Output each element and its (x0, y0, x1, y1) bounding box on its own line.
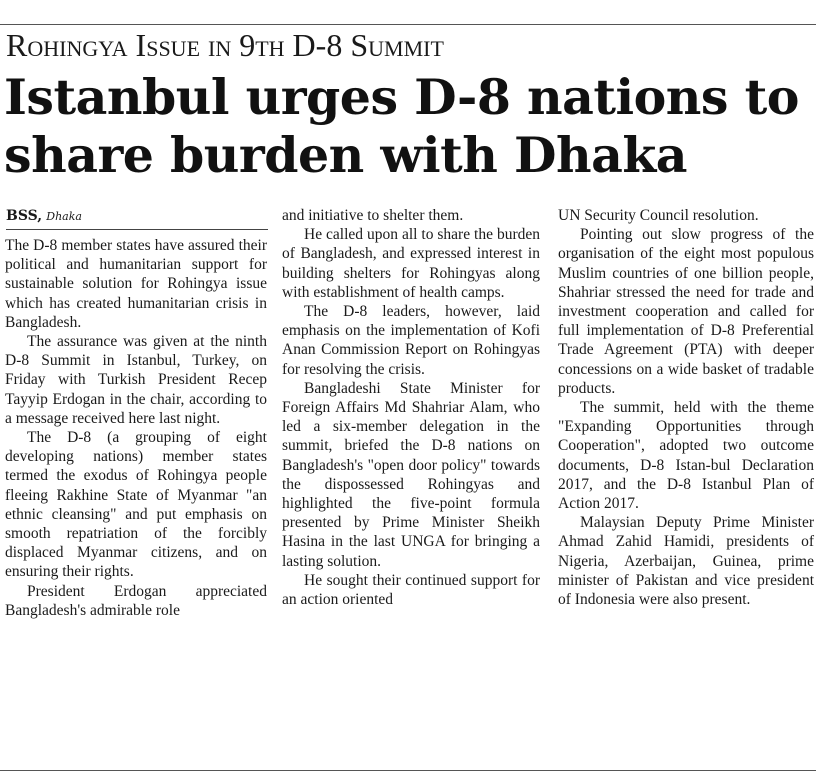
article-column-3 (558, 206, 814, 609)
byline (6, 208, 268, 225)
byline-place: Dhaka (46, 210, 82, 223)
paragraph: President Erdogan appreciated Bangladesh's admirable role (5, 582, 267, 619)
article-column-1 (5, 236, 267, 620)
paragraph: and initiative to shelter them. (282, 207, 464, 224)
headline (4, 68, 814, 184)
paragraph: The D-8 (a grouping of eight developing nations) member states termed the exodus of Rohingya people fleeing Rakhine State of Myanmar "an ethnic cleansing" and put emphasis on smooth repatriation of the forcibly displaced Myanmar citizens, and on ensuring their rights. (5, 429, 267, 581)
paragraph: He sought their continued support for an action oriented (282, 571, 540, 609)
bottom-rule (0, 770, 816, 771)
paragraph: The D-8 leaders, however, laid emphasis on the implementation of Kofi Anan Commission Report on Rohingyas for resolving the crisis. (282, 303, 540, 378)
paragraph: The D-8 member states have assured their political and humanitarian support for sustainable solution for Rohingya issue which has created humanitarian crisis in Bangladesh. (5, 237, 267, 331)
paragraph: Pointing out slow progress of the organisation of the eight most populous Muslim countries of one billion people, Shahriar stressed the need for trade and investment cooperation and called for full implementation of D-8 Preferential Trade Agreement (PTA) with deeper concessions on a wide basket of tradable products. (558, 226, 814, 397)
paragraph: The assurance was given at the ninth D-8 Summit in Istanbul, Turkey, on Friday with Turkish President Recep Tayyip Erdogan in the chair, according to a message received here last night. (5, 333, 267, 427)
paragraph: UN Security Council resolution. (558, 207, 759, 224)
headline-line-1: Istanbul urges D-8 nations to (4, 68, 799, 126)
byline-agency: BSS, (6, 208, 43, 224)
paragraph: Malaysian Deputy Prime Minister Ahmad Zahid Hamidi, presidents of Nigeria, Azerbaijan, Guinea, prime minister of Pakistan and vice president of Indonesia were also present. (558, 514, 814, 609)
kicker-heading: Rohingya Issue in 9th D-8 Summit (6, 27, 444, 63)
top-rule (0, 24, 816, 25)
paragraph: Bangladeshi State Minister for Foreign Affairs Md Shahriar Alam, who led a six-member delegation in the summit, briefed the D-8 nations on Bangladesh's "open door policy" towards the dispossessed Rohingyas and highlighted the five-point formula presented by Prime Minister Sheikh Hasina in the last UNGA for bringing a lasting solution. (282, 379, 540, 570)
article-column-2 (282, 206, 540, 609)
byline-rule (6, 229, 268, 230)
paragraph: He called upon all to share the burden of Bangladesh, and expressed interest in building shelters for Rohingyas along with establishment of health camps. (282, 226, 540, 301)
paragraph: The summit, held with the theme "Expanding Opportunities through Cooperation", adopted two outcome documents, D-8 Istan-bul Declaration 2017, and the D-8 Istanbul Plan of Action 2017. (558, 399, 814, 513)
headline-line-2: share burden with Dhaka (4, 126, 688, 184)
